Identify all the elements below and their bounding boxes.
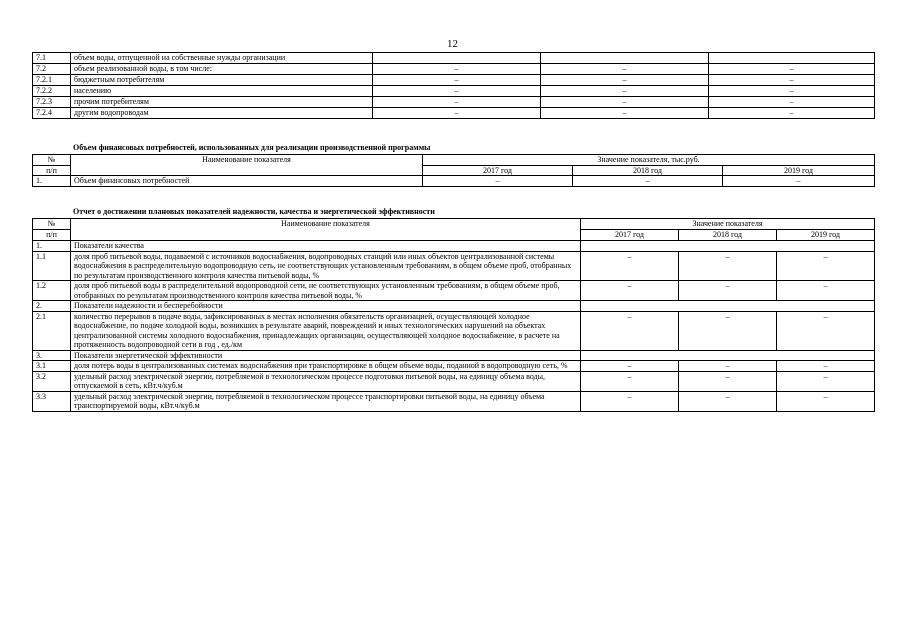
- row-num: 2.1: [33, 311, 71, 350]
- row-value: –: [679, 361, 777, 372]
- row-value: –: [541, 86, 709, 97]
- row-num: 7.2.1: [33, 75, 71, 86]
- header-year: 2017 год: [423, 165, 573, 176]
- row-value: –: [723, 176, 875, 187]
- row-value: –: [777, 281, 875, 301]
- row-value: –: [679, 281, 777, 301]
- table-row: [33, 176, 875, 187]
- section-row: [33, 350, 875, 361]
- water-volume-table: [32, 52, 875, 119]
- row-value: [373, 53, 541, 64]
- section-title: Показатели энергетической эффективности: [71, 350, 581, 361]
- row-value: –: [373, 75, 541, 86]
- row-value: –: [541, 97, 709, 108]
- header-year: 2017 год: [581, 230, 679, 241]
- row-value: –: [373, 64, 541, 75]
- row-num: 7.2: [33, 64, 71, 75]
- row-name: удельный расход электрической энергии, потребляемой в технологическом процессе подготовки питьевой воды, на единицу объема воды, отпускаемой в сеть, кВт.ч/куб.м: [71, 371, 581, 391]
- row-value: –: [679, 251, 777, 281]
- header-value: Значение показателя, тыс.руб.: [423, 155, 875, 166]
- row-value: –: [679, 391, 777, 411]
- section-spacer: [581, 241, 875, 252]
- row-value: –: [581, 371, 679, 391]
- header-year: 2019 год: [777, 230, 875, 241]
- row-value: –: [777, 361, 875, 372]
- row-value: –: [777, 391, 875, 411]
- row-value: –: [373, 108, 541, 119]
- row-num: 7.1: [33, 53, 71, 64]
- table-row: [33, 391, 875, 411]
- row-name: объем воды, отпущенной на собственные нужды организации: [71, 53, 373, 64]
- header-name: Наименование показателя: [71, 155, 423, 176]
- row-name: населению: [71, 86, 373, 97]
- row-name: другим водопроводам: [71, 108, 373, 119]
- row-value: –: [541, 75, 709, 86]
- row-num: 3.: [33, 350, 71, 361]
- row-num: 7.2.3: [33, 97, 71, 108]
- row-name: объем реализованной воды, в том числе:: [71, 64, 373, 75]
- indicators-caption: Отчет о достижении плановых показателей надежности, качества и энергетической эффективности: [73, 207, 435, 216]
- row-num: 3.3: [33, 391, 71, 411]
- row-value: –: [423, 176, 573, 187]
- row-value: –: [581, 251, 679, 281]
- row-value: –: [581, 391, 679, 411]
- table-row: [33, 108, 875, 119]
- row-num: 1.: [33, 176, 71, 187]
- header-num: №: [33, 219, 71, 230]
- row-value: [709, 53, 875, 64]
- row-num: 2.: [33, 301, 71, 312]
- row-value: –: [777, 371, 875, 391]
- financial-needs-caption: Объем финансовых потребностей, использованных для реализации производственной программы: [73, 143, 431, 152]
- section-row: [33, 301, 875, 312]
- row-name: удельный расход электрической энергии, потребляемой в технологическом процессе транспортировки питьевой воды, на единицу объема транспортируемой воды, кВт.ч/куб.м: [71, 391, 581, 411]
- row-value: –: [777, 311, 875, 350]
- row-name: прочим потребителям: [71, 97, 373, 108]
- row-value: –: [679, 311, 777, 350]
- row-num: 1.: [33, 241, 71, 252]
- financial-needs-table: [32, 154, 875, 187]
- row-value: –: [709, 97, 875, 108]
- header-num: №: [33, 155, 71, 166]
- row-value: –: [709, 64, 875, 75]
- table-row: [33, 53, 875, 64]
- table-row: [33, 97, 875, 108]
- table-row: [33, 251, 875, 281]
- row-name: доля потерь воды в централизованных системах водоснабжения при транспортировке в общем объеме воды, поданной в водопроводную сеть, %: [71, 361, 581, 372]
- row-num: 1.2: [33, 281, 71, 301]
- section-row: [33, 241, 875, 252]
- section-spacer: [581, 350, 875, 361]
- row-num: 3.1: [33, 361, 71, 372]
- row-num: 7.2.4: [33, 108, 71, 119]
- section-spacer: [581, 301, 875, 312]
- header-year: 2018 год: [573, 165, 723, 176]
- header-num-sub: п/п: [33, 165, 71, 176]
- header-num-sub: п/п: [33, 230, 71, 241]
- row-num: 1.1: [33, 251, 71, 281]
- section-title: Показатели надежности и бесперебойности: [71, 301, 581, 312]
- row-value: –: [373, 97, 541, 108]
- row-value: –: [581, 361, 679, 372]
- row-num: 3.2: [33, 371, 71, 391]
- table-row: [33, 361, 875, 372]
- row-name: количество перерывов в подаче воды, зафиксированных в местах исполнения обязательств организацией, осуществляющей холодное водоснабжение, по подаче холодной воды, возникших в результате аварий, повреждений и иных технологических нарушений на объектах централизованной системы холодного водоснабжения, принадлежащих организации, осуществляющей холодное водоснабжение, в расчете на протяженность водопроводной сети в год , ед./км: [71, 311, 581, 350]
- header-year: 2019 год: [723, 165, 875, 176]
- header-value: Значение показателя: [581, 219, 875, 230]
- table-row: [33, 64, 875, 75]
- header-name: Наименование показателя: [71, 219, 581, 241]
- row-value: –: [709, 75, 875, 86]
- row-value: –: [679, 371, 777, 391]
- section-title: Показатели качества: [71, 241, 581, 252]
- row-value: –: [581, 281, 679, 301]
- header-year: 2018 год: [679, 230, 777, 241]
- row-value: –: [573, 176, 723, 187]
- row-value: [541, 53, 709, 64]
- row-name: доля проб питьевой воды в распределительной водопроводной сети, не соответствующих установленным требованиям, в общем объеме проб, отобранных по результатам производственного контроля качества питьевой воды, %: [71, 281, 581, 301]
- table-row: [33, 75, 875, 86]
- row-name: бюджетным потребителям: [71, 75, 373, 86]
- row-value: –: [581, 311, 679, 350]
- row-value: –: [373, 86, 541, 97]
- table-row: [33, 281, 875, 301]
- row-value: –: [709, 86, 875, 97]
- table-row: [33, 371, 875, 391]
- row-name: Объем финансовых потребностей: [71, 176, 423, 187]
- row-value: –: [709, 108, 875, 119]
- table-row: [33, 86, 875, 97]
- page-number: 12: [447, 38, 458, 50]
- table-row: [33, 311, 875, 350]
- row-value: –: [541, 108, 709, 119]
- row-num: 7.2.2: [33, 86, 71, 97]
- indicators-table: [32, 218, 875, 412]
- row-value: –: [541, 64, 709, 75]
- row-value: –: [777, 251, 875, 281]
- row-name: доля проб питьевой воды, подаваемой с источников водоснабжения, водопроводных станций или иных объектов централизованной системы водоснабжения в распределительную водопроводную сеть, не соответствующих установленным требованиям, в общем объеме проб, отобранных по результатам производственного контроля качества питьевой воды, %: [71, 251, 581, 281]
